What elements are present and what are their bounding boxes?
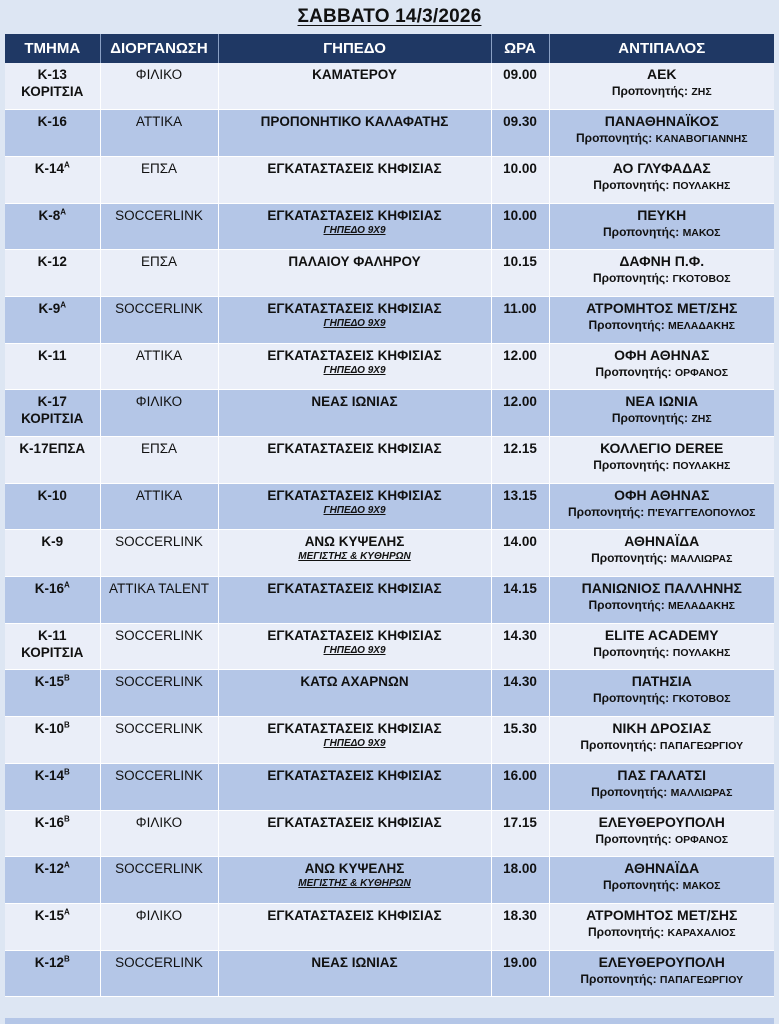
team-category: ΚΟΡΙΤΣΙΑ	[21, 84, 84, 99]
opponent-name: ΠΑΝΙΩΝΙΟΣ ΠΑΛΛΗΝΗΣ	[581, 580, 742, 597]
table-row	[5, 717, 774, 764]
team-group-letter: Α	[60, 207, 67, 217]
venue-name: ΕΓΚΑΤΑΣΤΑΣΕΙΣ ΚΗΦΙΣΙΑΣ	[267, 441, 442, 456]
opponent-name: ELITE ACADEMY	[604, 626, 719, 643]
table-header	[5, 34, 774, 63]
cell-time: 14.00	[491, 530, 549, 577]
cell-time: 12.00	[491, 390, 549, 437]
cell-competition: ΦΙΛΙΚΟ	[100, 903, 218, 950]
cell-competition: ΦΙΛΙΚΟ	[100, 810, 218, 857]
coach-name: ΖΗΣ	[691, 86, 712, 98]
table-row	[5, 763, 774, 810]
cell-venue	[218, 390, 491, 437]
coach-label: Προπονητής:	[588, 317, 665, 332]
venue-name: ΑΝΩ ΚΥΨΕΛΗΣ	[304, 534, 405, 550]
cell-competition: ΑΤΤΙΚΑ TALENT	[100, 577, 218, 624]
cell-competition: SOCCERLINK	[100, 530, 218, 577]
cell-opponent	[549, 110, 774, 157]
coach-label: Προπονητής:	[580, 971, 657, 986]
cell-time: 09.30	[491, 110, 549, 157]
table-bottom-strip	[5, 1018, 774, 1024]
opponent-name: ΕΛΕΥΘΕΡΟΥΠΟΛΗ	[598, 953, 725, 970]
coach-name: ΜΑΚΟΣ	[682, 880, 721, 893]
cell-opponent	[549, 530, 774, 577]
coach-line	[554, 317, 771, 334]
cell-venue	[218, 950, 491, 997]
team-group-letter: Β	[63, 673, 70, 683]
venue-name: ΕΓΚΑΤΑΣΤΑΣΕΙΣ ΚΗΦΙΣΙΑΣ	[267, 907, 442, 923]
cell-team	[5, 250, 100, 297]
cell-time: 10.00	[491, 156, 549, 203]
coach-line	[554, 270, 771, 287]
cell-venue	[218, 343, 491, 390]
coach-name: ΠΑΠΑΓΕΩΡΓΙΟΥ	[659, 973, 744, 986]
coach-label: Προπονητής:	[591, 551, 668, 566]
table-row	[5, 950, 774, 997]
opponent-name: ΔΑΦΝΗ Π.Φ.	[619, 253, 705, 270]
cell-time: 18.00	[491, 857, 549, 904]
cell-competition: ΦΙΛΙΚΟ	[100, 63, 218, 110]
cell-competition: ΑΤΤΙΚΑ	[100, 343, 218, 390]
coach-name: ΠΟΥΛΑΚΗΣ	[672, 646, 731, 659]
header-competition: ΔΙΟΡΓΑΝΩΣΗ	[100, 34, 218, 63]
page-title: ΣΑΒΒΑΤΟ 14/3/2026	[297, 6, 482, 27]
team-name: Κ-11	[37, 347, 67, 363]
coach-name: ΠΑΠΑΓΕΩΡΓΙΟΥ	[659, 740, 744, 753]
cell-team	[5, 577, 100, 624]
cell-time: 10.15	[491, 250, 549, 297]
cell-team	[5, 623, 100, 670]
table-row	[5, 110, 774, 157]
coach-name: Π'ΕΥΑΓΓΕΛΟΠΟΥΛΟΣ	[647, 506, 756, 519]
cell-opponent	[549, 857, 774, 904]
opponent-name: ΟΦΗ ΑΘΗΝΑΣ	[614, 346, 710, 363]
header-opponent: ΑΝΤΙΠΑΛΟΣ	[549, 34, 774, 63]
cell-venue	[218, 110, 491, 157]
table-row	[5, 903, 774, 950]
cell-time: 14.15	[491, 577, 549, 624]
cell-competition: SOCCERLINK	[100, 203, 218, 250]
venue-name: ΑΝΩ ΚΥΨΕΛΗΣ	[304, 861, 405, 877]
cell-time: 13.15	[491, 483, 549, 530]
opponent-name: ΠΑΣ ΓΑΛΑΤΣΙ	[617, 766, 707, 783]
venue-name: ΝΕΑΣ ΙΩΝΙΑΣ	[311, 954, 398, 970]
coach-label: Προπονητής:	[611, 411, 689, 426]
venue-detail: ΜΕΓΙΣΤΗΣ & ΚΥΘΗΡΩΝ	[298, 878, 411, 890]
cell-opponent	[549, 203, 774, 250]
cell-opponent	[549, 156, 774, 203]
team-group-letter: Β	[63, 954, 70, 964]
header-team: ΤΜΗΜΑ	[5, 34, 100, 63]
cell-team	[5, 203, 100, 250]
coach-label: Προπονητής:	[595, 364, 672, 379]
coach-name: ΜΑΚΟΣ	[682, 226, 721, 239]
coach-label: Προπονητής:	[588, 924, 665, 939]
cell-competition: SOCCERLINK	[100, 857, 218, 904]
opponent-name: ΠΕΥΚΗ	[637, 206, 687, 223]
venue-detail: ΜΕΓΙΣΤΗΣ & ΚΥΘΗΡΩΝ	[298, 551, 411, 563]
cell-opponent	[549, 483, 774, 530]
coach-label: Προπονητής:	[593, 644, 670, 659]
table-row	[5, 670, 774, 717]
schedule-table	[5, 34, 774, 997]
table-body	[5, 63, 774, 997]
venue-name: ΕΓΚΑΤΑΣΤΑΣΕΙΣ ΚΗΦΙΣΙΑΣ	[267, 814, 442, 830]
cell-competition: ΦΙΛΙΚΟ	[100, 390, 218, 437]
cell-team	[5, 156, 100, 203]
cell-competition: SOCCERLINK	[100, 950, 218, 997]
venue-name: ΠΡΟΠΟΝΗΤΙΚΟ ΚΑΛΑΦΑΤΗΣ	[260, 114, 449, 130]
cell-team	[5, 950, 100, 997]
team-category: ΚΟΡΙΤΣΙΑ	[21, 411, 84, 427]
cell-team	[5, 810, 100, 857]
coach-name: ΚΑΡΑΧΑΛΙΟΣ	[667, 926, 736, 939]
cell-time: 15.30	[491, 717, 549, 764]
cell-time: 10.00	[491, 203, 549, 250]
team-name: Κ-11	[37, 627, 67, 643]
coach-line	[554, 130, 771, 147]
venue-name: ΕΓΚΑΤΑΣΤΑΣΕΙΣ ΚΗΦΙΣΙΑΣ	[267, 721, 442, 737]
cell-opponent	[549, 390, 774, 437]
table-row	[5, 483, 774, 530]
cell-opponent	[549, 903, 774, 950]
opponent-name: ΝΙΚΗ ΔΡΟΣΙΑΣ	[612, 720, 712, 737]
cell-team	[5, 296, 100, 343]
coach-name: ΚΑΝΑΒΟΓΙΑΝΝΗΣ	[655, 133, 748, 146]
cell-team	[5, 530, 100, 577]
cell-opponent	[549, 670, 774, 717]
venue-name: ΚΑΜΑΤΕΡΟΥ	[312, 67, 397, 82]
cell-venue	[218, 437, 491, 484]
cell-opponent	[549, 63, 774, 110]
coach-name: ΟΡΦΑΝΟΣ	[674, 366, 729, 379]
cell-venue	[218, 577, 491, 624]
venue-name: ΕΓΚΑΤΑΣΤΑΣΕΙΣ ΚΗΦΙΣΙΑΣ	[267, 207, 442, 223]
cell-venue	[218, 670, 491, 717]
opponent-name: ΚΟΛΛΕΓΙΟ DEREE	[600, 440, 724, 456]
table-row	[5, 530, 774, 577]
table-row	[5, 857, 774, 904]
coach-label: Προπονητής:	[595, 831, 672, 846]
coach-label: Προπονητής:	[568, 504, 645, 519]
table-row	[5, 437, 774, 484]
cell-team	[5, 857, 100, 904]
cell-time: 11.00	[491, 296, 549, 343]
cell-time: 19.00	[491, 950, 549, 997]
venue-name: ΝΕΑΣ ΙΩΝΙΑΣ	[311, 394, 398, 410]
team-name: Κ-17ΕΠΣΑ	[19, 441, 86, 456]
table-row	[5, 63, 774, 110]
table-row	[5, 343, 774, 390]
team-group-letter: Α	[63, 580, 70, 590]
cell-time: 09.00	[491, 63, 549, 110]
cell-competition: ΕΠΣΑ	[100, 250, 218, 297]
team-name: Κ-15	[34, 674, 64, 690]
cell-venue	[218, 530, 491, 577]
coach-line	[554, 504, 771, 521]
opponent-name: ΕΛΕΥΘΕΡΟΥΠΟΛΗ	[598, 813, 725, 830]
cell-team	[5, 763, 100, 810]
cell-venue	[218, 203, 491, 250]
coach-name: ΜΕΛΑΔΑΚΗΣ	[668, 600, 735, 613]
cell-competition: SOCCERLINK	[100, 296, 218, 343]
coach-name: ΓΚΟΤΟΒΟΣ	[672, 693, 731, 706]
cell-opponent	[549, 343, 774, 390]
venue-name: ΕΓΚΑΤΑΣΤΑΣΕΙΣ ΚΗΦΙΣΙΑΣ	[267, 347, 442, 363]
cell-opponent	[549, 763, 774, 810]
team-name: Κ-15	[34, 907, 64, 923]
coach-line	[554, 644, 771, 661]
coach-label: Προπονητής:	[580, 738, 657, 753]
cell-venue	[218, 623, 491, 670]
header-venue: ΓΗΠΕΔΟ	[218, 34, 491, 63]
cell-time: 12.15	[491, 437, 549, 484]
venue-name: ΕΓΚΑΤΑΣΤΑΣΕΙΣ ΚΗΦΙΣΙΑΣ	[267, 487, 442, 503]
coach-label: Προπονητής:	[593, 177, 670, 192]
cell-opponent	[549, 577, 774, 624]
cell-competition: ΕΠΣΑ	[100, 156, 218, 203]
cell-team	[5, 63, 100, 110]
team-group-letter: Α	[63, 160, 70, 170]
table-row	[5, 577, 774, 624]
team-name: Κ-14	[34, 160, 64, 176]
team-group-letter: Β	[63, 720, 70, 730]
team-name: Κ-10	[34, 721, 64, 737]
venue-name: ΕΓΚΑΤΑΣΤΑΣΕΙΣ ΚΗΦΙΣΙΑΣ	[267, 581, 442, 597]
coach-name: ΜΑΛΛΙΩΡΑΣ	[670, 553, 733, 566]
team-name: Κ-9	[41, 534, 64, 550]
coach-line	[554, 83, 771, 100]
cell-venue	[218, 156, 491, 203]
coach-label: Προπονητής:	[593, 458, 670, 472]
team-group-letter: Β	[63, 767, 70, 777]
cell-opponent	[549, 623, 774, 670]
coach-line	[554, 924, 771, 941]
header-time: ΩΡΑ	[491, 34, 549, 63]
coach-line	[554, 364, 771, 381]
coach-line	[554, 971, 771, 988]
venue-name: ΚΑΤΩ ΑΧΑΡΝΩΝ	[300, 674, 409, 690]
coach-label: Προπονητής:	[592, 271, 670, 286]
coach-label: Προπονητής:	[591, 784, 668, 799]
cell-venue	[218, 763, 491, 810]
cell-team	[5, 903, 100, 950]
opponent-name: ΑΟ ΓΛΥΦΑΔΑΣ	[612, 159, 711, 176]
cell-team	[5, 483, 100, 530]
cell-venue	[218, 903, 491, 950]
cell-opponent	[549, 437, 774, 484]
venue-detail: ΓΗΠΕΔΟ 9Χ9	[323, 504, 386, 516]
cell-venue	[218, 296, 491, 343]
coach-line	[554, 550, 771, 567]
team-name: Κ-13	[37, 67, 67, 82]
table-row	[5, 296, 774, 343]
team-name: Κ-12	[34, 861, 64, 877]
table-row	[5, 156, 774, 203]
table-row	[5, 623, 774, 670]
venue-detail: ΓΗΠΕΔΟ 9Χ9	[323, 317, 386, 329]
table-row	[5, 390, 774, 437]
cell-team	[5, 110, 100, 157]
cell-team	[5, 437, 100, 484]
team-name: Κ-16	[34, 814, 64, 830]
venue-detail: ΓΗΠΕΔΟ 9Χ9	[323, 738, 386, 750]
opponent-name: ΟΦΗ ΑΘΗΝΑΣ	[614, 486, 710, 503]
team-name: Κ-9	[38, 300, 61, 316]
coach-label: Προπονητής:	[576, 131, 653, 146]
opponent-name: ΠΑΤΗΣΙΑ	[631, 673, 692, 690]
coach-name: ΟΡΦΑΝΟΣ	[674, 833, 729, 846]
cell-competition: SOCCERLINK	[100, 623, 218, 670]
venue-detail: ΓΗΠΕΔΟ 9Χ9	[323, 644, 386, 656]
coach-name: ΠΟΥΛΑΚΗΣ	[672, 179, 731, 192]
venue-name: ΕΓΚΑΤΑΣΤΑΣΕΙΣ ΚΗΦΙΣΙΑΣ	[267, 160, 442, 176]
coach-line	[554, 831, 771, 848]
coach-line	[554, 597, 771, 614]
coach-label: Προπονητής:	[603, 224, 680, 239]
coach-name: ΜΕΛΑΔΑΚΗΣ	[668, 319, 735, 332]
cell-venue	[218, 483, 491, 530]
cell-opponent	[549, 250, 774, 297]
title-bar	[0, 0, 779, 34]
cell-time: 14.30	[491, 670, 549, 717]
cell-time: 16.00	[491, 763, 549, 810]
cell-time: 12.00	[491, 343, 549, 390]
team-category: ΚΟΡΙΤΣΙΑ	[21, 644, 84, 660]
team-name: Κ-10	[37, 487, 67, 503]
coach-name: ΓΚΟΤΟΒΟΣ	[672, 273, 731, 286]
venue-name: ΕΓΚΑΤΑΣΤΑΣΕΙΣ ΚΗΦΙΣΙΑΣ	[267, 627, 442, 643]
coach-name: ΖΗΣ	[691, 413, 712, 426]
cell-opponent	[549, 296, 774, 343]
cell-competition: ΕΠΣΑ	[100, 437, 218, 484]
team-name: Κ-14	[34, 767, 64, 783]
cell-opponent	[549, 717, 774, 764]
coach-label: Προπονητής:	[603, 878, 680, 893]
team-group-letter: Α	[63, 860, 70, 870]
cell-venue	[218, 717, 491, 764]
team-name: Κ-16	[37, 114, 67, 130]
opponent-name: ΑΕΚ	[646, 66, 677, 82]
team-name: Κ-12	[34, 954, 64, 970]
team-name: Κ-16	[34, 581, 64, 597]
coach-label: Προπονητής:	[588, 598, 665, 613]
cell-opponent	[549, 810, 774, 857]
venue-detail: ΓΗΠΕΔΟ 9Χ9	[323, 224, 386, 236]
cell-opponent	[549, 950, 774, 997]
table-row	[5, 810, 774, 857]
cell-competition: SOCCERLINK	[100, 763, 218, 810]
coach-line	[554, 877, 771, 894]
coach-line	[554, 690, 771, 707]
table-row	[5, 250, 774, 297]
opponent-name: ΑΘΗΝΑΪΔΑ	[624, 533, 700, 550]
team-group-letter: Α	[60, 300, 67, 310]
cell-team	[5, 343, 100, 390]
cell-team	[5, 717, 100, 764]
cell-competition: SOCCERLINK	[100, 717, 218, 764]
team-name: Κ-17	[37, 394, 67, 410]
team-name: Κ-8	[38, 207, 61, 223]
venue-name: ΕΓΚΑΤΑΣΤΑΣΕΙΣ ΚΗΦΙΣΙΑΣ	[267, 767, 442, 783]
cell-competition: SOCCERLINK	[100, 670, 218, 717]
opponent-name: ΑΘΗΝΑΪΔΑ	[624, 860, 700, 877]
cell-team	[5, 670, 100, 717]
cell-competition: ΑΤΤΙΚΑ	[100, 110, 218, 157]
cell-time: 18.30	[491, 903, 549, 950]
table-row	[5, 203, 774, 250]
coach-line	[554, 177, 771, 194]
cell-venue	[218, 63, 491, 110]
coach-label: Προπονητής:	[611, 84, 689, 98]
coach-line	[554, 224, 771, 241]
opponent-name: ΑΤΡΟΜΗΤΟΣ ΜΕΤ/ΣΗΣ	[586, 299, 738, 316]
coach-line	[554, 784, 771, 801]
team-name: Κ-12	[37, 254, 67, 270]
venue-name: ΠΑΛΑΙΟΥ ΦΑΛΗΡΟΥ	[288, 254, 421, 270]
coach-line	[554, 410, 771, 427]
venue-detail: ΓΗΠΕΔΟ 9Χ9	[323, 364, 386, 376]
opponent-name: ΝΕΑ ΙΩΝΙΑ	[625, 393, 699, 410]
coach-label: Προπονητής:	[592, 691, 670, 706]
coach-name: ΜΑΛΛΙΩΡΑΣ	[670, 786, 733, 799]
opponent-name: ΑΤΡΟΜΗΤΟΣ ΜΕΤ/ΣΗΣ	[586, 906, 738, 923]
coach-line	[554, 737, 771, 754]
cell-venue	[218, 250, 491, 297]
coach-name: ΠΟΥΛΑΚΗΣ	[672, 460, 731, 472]
team-group-letter: Β	[63, 814, 70, 823]
cell-venue	[218, 810, 491, 857]
cell-time: 14.30	[491, 623, 549, 670]
coach-line	[554, 457, 771, 474]
cell-team	[5, 390, 100, 437]
opponent-name: ΠΑΝΑΘΗΝΑΪΚΟΣ	[604, 113, 719, 130]
venue-name: ΕΓΚΑΤΑΣΤΑΣΕΙΣ ΚΗΦΙΣΙΑΣ	[267, 300, 442, 316]
cell-time: 17.15	[491, 810, 549, 857]
cell-competition: ΑΤΤΙΚΑ	[100, 483, 218, 530]
cell-venue	[218, 857, 491, 904]
team-group-letter: Α	[63, 907, 70, 917]
